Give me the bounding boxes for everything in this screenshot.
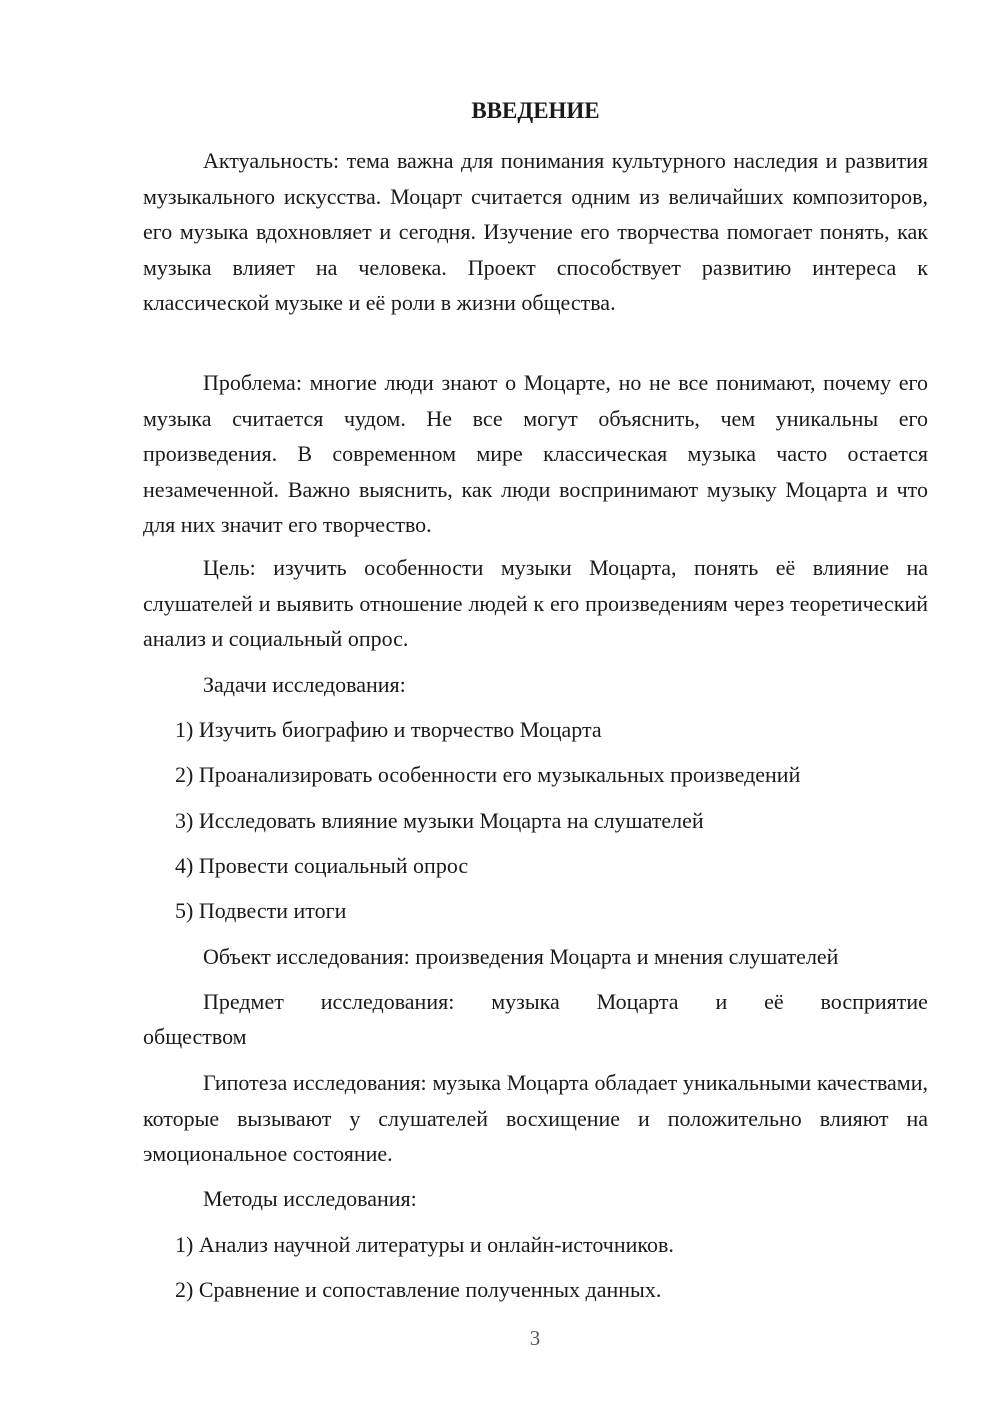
task-item: 3) Исследовать влияние музыки Моцарта на слушателей <box>175 808 704 833</box>
task-item: 5) Подвести итоги <box>175 898 347 923</box>
task-item: 4) Провести социальный опрос <box>175 853 469 878</box>
page-number: 3 <box>529 1326 541 1350</box>
research-subject-continuation: обществом <box>143 1024 247 1049</box>
subject-word: музыка <box>491 989 560 1014</box>
paragraph-relevance: Актуальность: тема важна для понимания культурного наследия и развития музыкального искусства. Моцарт считается одним из величайших композиторов, его музыка вдохновляет и сегодня. Изучение его творчества помогает понять, как музыка влияет на человека. Проект способствует развитию интереса к классической музыке и её роли в жизни общества. <box>143 148 928 315</box>
paragraph-hypothesis: Гипотеза исследования: музыка Моцарта обладает уникальными качествами, которые вызывают у слушателей восхищение и положительно влияют на эмоциональное состояние. <box>143 1070 928 1166</box>
task-item: 1) Изучить биографию и творчество Моцарта <box>175 717 602 742</box>
research-object: Объект исследования: произведения Моцарта и мнения слушателей <box>203 944 839 969</box>
paragraph-problem: Проблема: многие люди знают о Моцарте, но не все понимают, почему его музыка считается чудом. Не все могут объяснить, чем уникальны его произведения. В современном мире классическая музыка часто остается незамеченной. Важно выяснить, как люди воспринимают музыку Моцарта и что для них значит его творчество. <box>143 370 928 537</box>
subject-word: исследования: <box>320 989 455 1014</box>
subject-word: её <box>764 989 784 1014</box>
method-item: 2) Сравнение и сопоставление полученных данных. <box>175 1277 662 1302</box>
subject-word: Предмет <box>203 989 284 1014</box>
tasks-heading: Задачи исследования: <box>203 672 406 697</box>
paragraph-goal: Цель: изучить особенности музыки Моцарта, понять её влияние на слушателей и выявить отношение людей к его произведениям через теоретический анализ и социальный опрос. <box>143 555 928 651</box>
subject-word: Моцарта <box>596 989 679 1014</box>
task-item: 2) Проанализировать особенности его музыкальных произведений <box>175 762 801 787</box>
subject-word: восприятие <box>820 989 928 1014</box>
page-title: ВВЕДЕНИЕ <box>471 98 600 123</box>
subject-word: и <box>715 989 728 1014</box>
methods-heading: Методы исследования: <box>203 1186 417 1211</box>
research-subject-line <box>203 984 928 1020</box>
method-item: 1) Анализ научной литературы и онлайн-источников. <box>175 1232 674 1257</box>
